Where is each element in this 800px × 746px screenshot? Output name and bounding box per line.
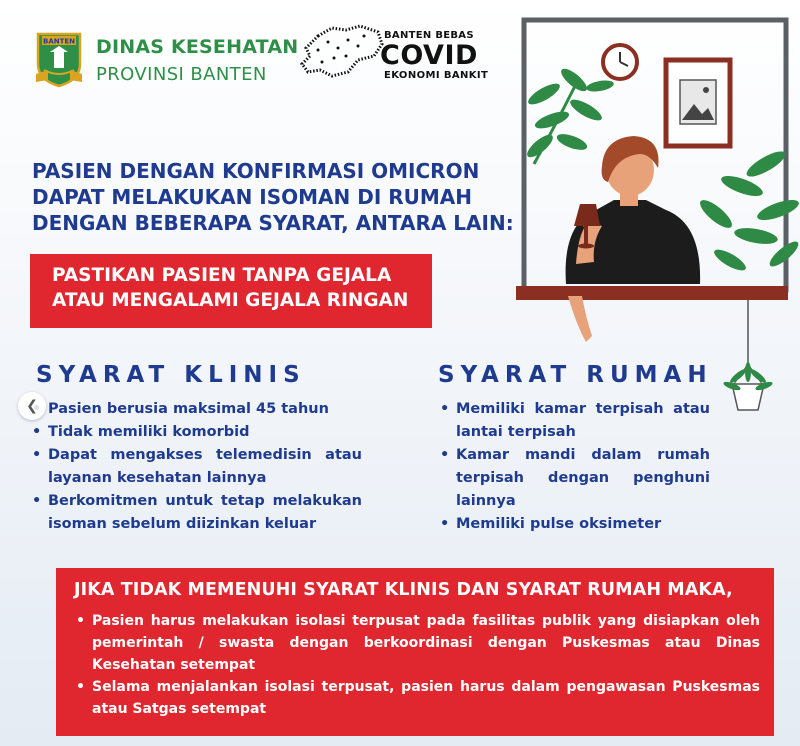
carousel-prev-button[interactable] <box>18 392 46 420</box>
list-rumah <box>438 398 710 536</box>
consequence-list <box>74 610 760 720</box>
highlight-line: PASTIKAN PASIEN TANPA GEJALA <box>52 265 392 286</box>
list-item: • Dapat mengakses telemedisin atau layanan kesehatan lainnya <box>30 444 362 490</box>
woman-figure <box>566 136 701 284</box>
highlight-line: ATAU MENGALAMI GEJALA RINGAN <box>52 290 409 311</box>
list-item: • Kamar mandi dalam rumah terpisah dengan penghuni lainnya <box>438 444 710 513</box>
emblem-label: BANTEN <box>42 37 76 46</box>
highlight-box <box>30 254 432 328</box>
consequence-panel <box>56 568 774 736</box>
list-item: • Berkomitmen untuk tetap melakukan isoman sebelum diizinkan keluar <box>30 490 362 536</box>
campaign-tagline-bottom: EKONOMI BANKIT <box>384 70 489 81</box>
hanging-plant-icon <box>723 300 774 410</box>
consequence-title: JIKA TIDAK MEMENUHI SYARAT KLINIS DAN SYARAT RUMAH MAKA, <box>74 580 733 600</box>
clock-icon <box>603 45 637 79</box>
plant-left-icon <box>524 65 615 164</box>
list-klinis <box>30 398 362 536</box>
banten-emblem-icon <box>32 30 86 88</box>
headline-line: DAPAT MELAKUKAN ISOMAN DI RUMAH <box>32 185 472 209</box>
list-item: • Selama menjalankan isolasi terpusat, pasien harus dalam pengawasan Puskesmas atau Satgas setempat <box>74 676 760 720</box>
window-sill <box>516 286 788 300</box>
section-title-klinis: SYARAT KLINIS <box>36 362 306 388</box>
list-item: • Memiliki pulse oksimeter <box>438 513 710 536</box>
list-item: • Memiliki kamar terpisah atau lantai terpisah <box>438 398 710 444</box>
list-item: • Tidak memiliki komorbid <box>30 421 362 444</box>
org-region: PROVINSI BANTEN <box>96 64 267 85</box>
banten-map-icon <box>298 22 388 82</box>
chevron-left-icon: ❮ <box>26 398 38 414</box>
campaign-tagline-top: BANTEN BEBAS <box>384 30 474 41</box>
list-item: • Pasien harus melakukan isolasi terpusat pada fasilitas publik yang disiapkan oleh pemerintah / swasta dengan berkoordinasi dengan Puskesmas atau Dinas Kesehatan setempat <box>74 610 760 676</box>
picture-frame-icon <box>666 60 730 146</box>
org-name: DINAS KESEHATAN <box>96 36 299 58</box>
headline-line: PASIEN DENGAN KONFIRMASI OMICRON <box>32 159 480 183</box>
campaign-title: COVID <box>380 40 478 71</box>
section-title-rumah: SYARAT RUMAH <box>438 362 713 388</box>
headline <box>32 158 532 236</box>
list-item: • Pasien berusia maksimal 45 tahun <box>30 398 362 421</box>
headline-line: DENGAN BEBERAPA SYARAT, ANTARA LAIN: <box>32 211 514 235</box>
